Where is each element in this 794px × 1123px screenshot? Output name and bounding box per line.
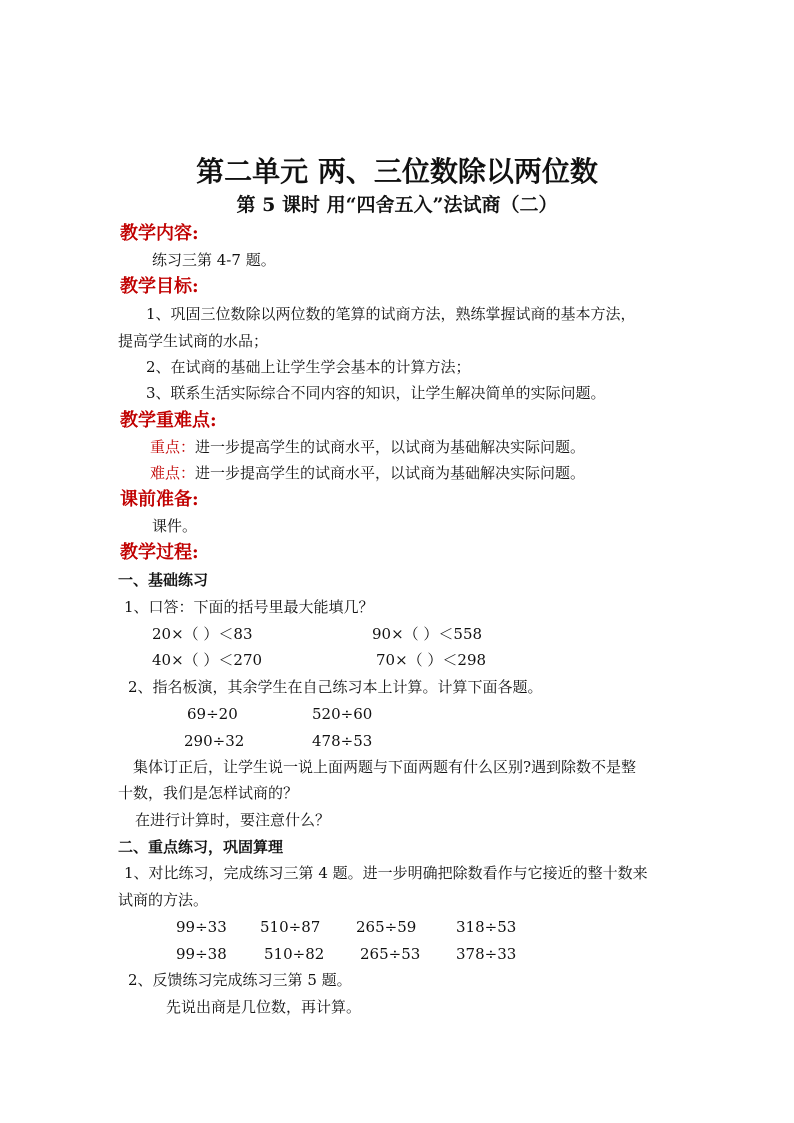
- section-1-question-1: 1、口答：下面的括号里最大能填几？: [124, 598, 374, 616]
- goal-item-2: 2、在试商的基础上让学生学会基本的计算方法；: [146, 358, 471, 376]
- section-1-paragraph-2: 在进行计算时，要注意什么？: [135, 811, 331, 829]
- difficult-point-line: [150, 463, 585, 483]
- practice-item: 265÷53: [360, 945, 421, 963]
- section-1-title: 一、基础练习: [118, 571, 209, 589]
- preparation-heading: 课前准备:: [120, 489, 199, 510]
- section-1-paragraph-1-line-2: 十数，我们是怎样试商的？: [118, 784, 299, 802]
- content-heading: 教学内容:: [120, 223, 199, 244]
- practice-item: 265÷59: [356, 918, 417, 936]
- practice-item: 510÷87: [260, 918, 321, 936]
- inequality-item: 20×（ ）＜83: [152, 625, 253, 643]
- inequality-item: 70×（ ）＜298: [376, 651, 487, 669]
- practice-item: 99÷38: [176, 945, 227, 963]
- key-point-text: 进一步提高学生的试商水平，以试商为基础解决实际问题。: [195, 438, 586, 456]
- inequality-item: 40×（ ）＜270: [152, 651, 263, 669]
- document-title: 第二单元 两、三位数除以两位数: [196, 155, 598, 188]
- section-2-question-1-line-1: 1、对比练习，完成练习三第 4 题。进一步明确把除数看作与它接近的整十数来: [124, 864, 648, 882]
- practice-item: 99÷33: [176, 918, 227, 936]
- key-point-label: 重点：: [150, 438, 196, 456]
- practice-item: 510÷82: [264, 945, 325, 963]
- goal-item-3: 3、联系生活实际综合不同内容的知识，让学生解决简单的实际问题。: [146, 384, 606, 402]
- inequality-item: 90×（ ）＜558: [372, 625, 483, 643]
- difficult-point-label: 难点：: [150, 464, 196, 482]
- key-point-line: [150, 437, 585, 457]
- section-2-title: 二、重点练习，巩固算理: [118, 838, 284, 856]
- process-heading: 教学过程:: [120, 542, 199, 563]
- calculation-item: 290÷32: [184, 732, 245, 750]
- practice-item: 318÷53: [456, 918, 517, 936]
- goal-item-1-line-1: 1、巩固三位数除以两位数的笔算的试商方法，熟练掌握试商的基本方法，: [146, 305, 636, 323]
- section-1-paragraph-1-line-1: 集体订正后，让学生说一说上面两题与下面两题有什么区别?遇到除数不是整: [133, 758, 637, 776]
- content-text: 练习三第 4-7 题。: [152, 251, 276, 269]
- goals-heading: 教学目标:: [120, 276, 199, 297]
- calculation-item: 520÷60: [312, 705, 373, 723]
- goal-item-1-line-2: 提高学生试商的水品；: [118, 332, 269, 350]
- preparation-text: 课件。: [152, 517, 198, 535]
- calculation-item: 69÷20: [187, 705, 238, 723]
- lesson-subtitle: 第 5 课时 用“四舍五入”法试商（二）: [236, 194, 558, 216]
- section-2-question-1-line-2: 试商的方法。: [118, 891, 209, 909]
- practice-item: 378÷33: [456, 945, 517, 963]
- calculation-item: 478÷53: [312, 732, 373, 750]
- difficult-point-text: 进一步提高学生的试商水平，以试商为基础解决实际问题。: [195, 464, 586, 482]
- section-2-question-2: 2、反馈练习完成练习三第 5 题。: [128, 971, 352, 989]
- section-2-question-2-subtext: 先说出商是几位数，再计算。: [166, 998, 362, 1016]
- key-points-heading: 教学重难点:: [120, 410, 217, 431]
- section-1-question-2: 2、指名板演，其余学生在自己练习本上计算。计算下面各题。: [128, 678, 543, 696]
